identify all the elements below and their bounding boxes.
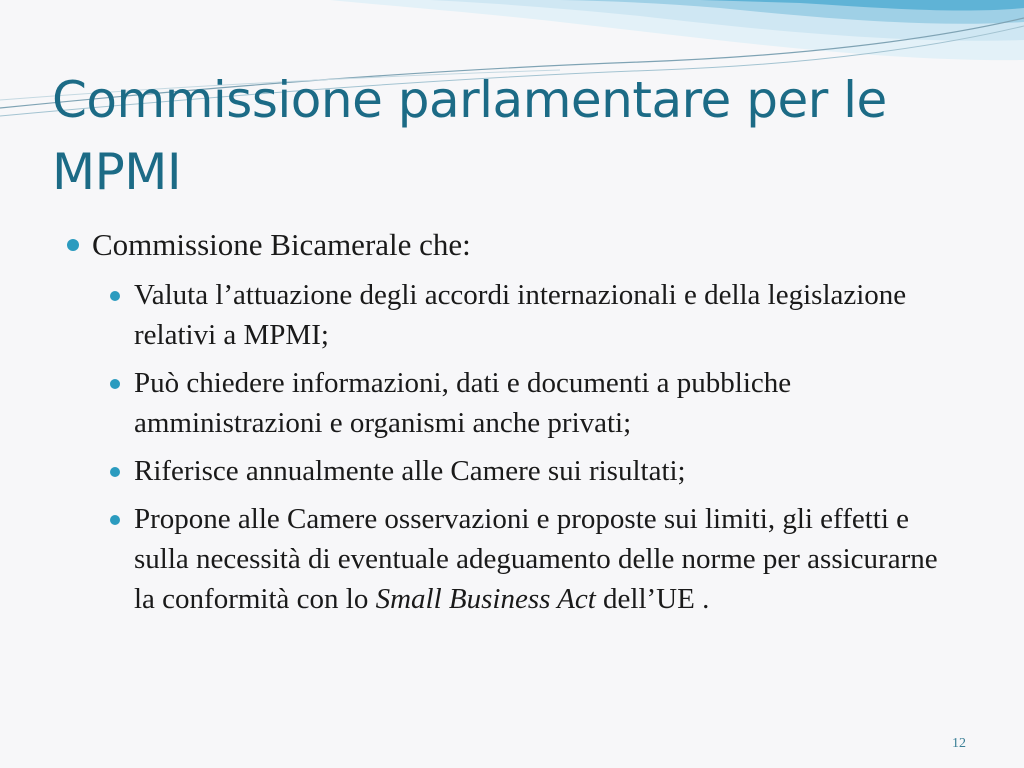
list-item-text-start: Propone alle Camere osservazioni e proposte sui limiti, gli effetti e sulla necessità di eventuale adeguamento delle norme per assicurarne la conformità con lo bbox=[134, 503, 938, 615]
list-item bbox=[106, 275, 964, 355]
list-item bbox=[106, 363, 964, 443]
slide-body bbox=[64, 225, 964, 627]
small-business-act-term: Small Business Act bbox=[375, 583, 596, 615]
bullet-icon bbox=[110, 379, 120, 389]
list-item-text: Può chiedere informazioni, dati e documenti a pubbliche amministrazioni e organismi anche privati; bbox=[134, 367, 792, 439]
sub-bullet-list bbox=[106, 275, 964, 619]
bullet-icon bbox=[110, 291, 120, 301]
list-item-text: Riferisce annualmente alle Camere sui risultati; bbox=[134, 455, 686, 487]
bullet-icon bbox=[67, 239, 79, 251]
heading-bullet bbox=[64, 225, 964, 265]
heading-bullet-text: Commissione Bicamerale che: bbox=[92, 227, 471, 262]
list-item bbox=[106, 499, 964, 619]
bullet-icon bbox=[110, 467, 120, 477]
list-item bbox=[106, 451, 964, 491]
list-item-text-end: dell’UE . bbox=[595, 583, 710, 615]
bullet-icon bbox=[110, 515, 120, 525]
slide-title: Commissione parlamentare per le MPMI bbox=[52, 71, 887, 201]
page-number: 12 bbox=[952, 736, 966, 751]
list-item-text: Valuta l’attuazione degli accordi internazionali e della legislazione relativi a MPMI; bbox=[134, 279, 907, 351]
